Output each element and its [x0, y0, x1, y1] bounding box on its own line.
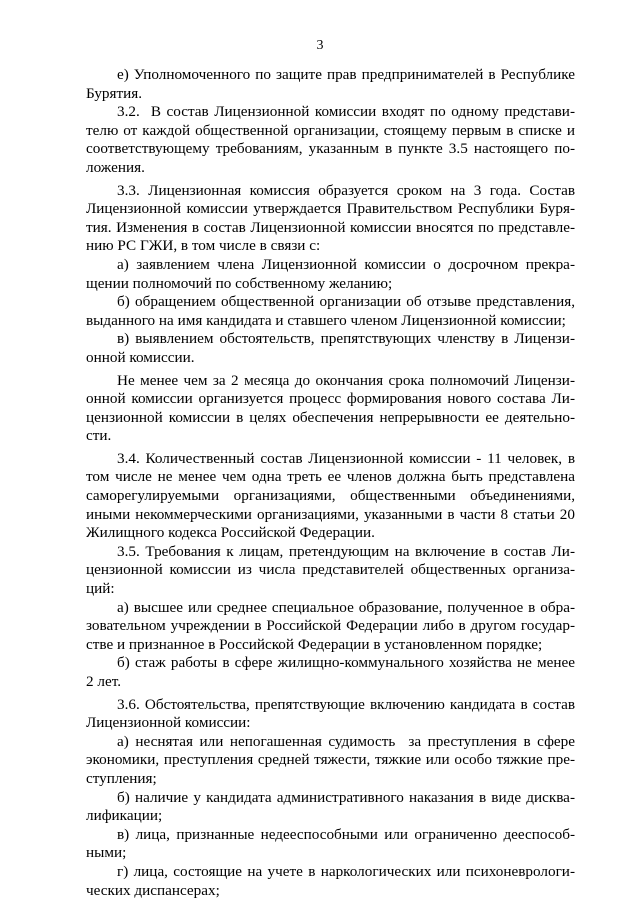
paragraph-3-6: 3.6. Обстоятельства, препятствующие включению кандидата в состав Лицензионной комиссии:	[86, 695, 575, 732]
paragraph-3-6-g: г) лица, состоящие на учете в наркологических или психоневрологических диспансерах;	[86, 862, 575, 899]
paragraph-3-4: 3.4. Количественный состав Лицензионной комиссии - 11 человек, в том числе не менее чем одна треть ее членов должна быть представлена саморегулируемыми организациями, общественными объединениями, иными некоммерческими организациями, указанными в части 8 статьи 20 Жилищного кодекса Российской Федерации.	[86, 449, 575, 542]
paragraph-3-3-term-renewal: Не менее чем за 2 месяца до окончания срока полномочий Лицензионной комиссии организуется процесс формирования нового состава Лицензионной комиссии в целях обеспечения непрерывности ее деятельности.	[86, 371, 575, 445]
paragraph-3-5-b: б) стаж работы в сфере жилищно-коммунального хозяйства не менее 2 лет.	[86, 654, 575, 690]
page-number: 3	[316, 38, 324, 53]
paragraph-item-e-ombudsman: е) Уполномоченного по защите прав предпринимателей в Республике Бурятия.	[86, 66, 575, 102]
paragraph-3-6-v: в) лица, признанные недееспособными или ограниченно дееспособными;	[86, 825, 575, 862]
paragraph-3-3-a: а) заявлением члена Лицензионной комиссии о досрочном прекращении полномочий по собственному желанию;	[86, 255, 575, 292]
paragraph-3-3-v: в) выявлением обстоятельств, препятствующих членству в Лицензионной комиссии.	[86, 330, 575, 366]
paragraph-3-3: 3.3. Лицензионная комиссия образуется сроком на 3 года. Состав Лицензионной комиссии утверждается Правительством Республики Бурятия. Изменения в состав Лицензионной комиссии вносятся по представлению РС ГЖИ, в том числе в связи с:	[86, 181, 575, 255]
paragraph-3-3-b: б) обращением общественной организации об отзыве представления, выданного на имя кандидата и ставшего членом Лицензионной комиссии;	[86, 293, 575, 329]
paragraph-3-5-a: а) высшее или среднее специальное образование, полученное в образовательном учреждении в Российской Федерации либо в другом государстве и признанное в Российской Федерации в установленном порядке;	[86, 598, 575, 653]
paragraph-3-6-a: а) неснятая или непогашенная судимость за преступления в сфере экономики, преступления средней тяжести, тяжкие или особо тяжкие преступления;	[86, 732, 575, 787]
paragraph-3-5: 3.5. Требования к лицам, претендующим на включение в состав Лицензионной комиссии из числа представителей общественных организаций:	[86, 542, 575, 598]
document-body	[86, 66, 575, 900]
paragraph-3-2: 3.2. В состав Лицензионной комиссии входят по одному представителю от каждой общественной организации, стоящему первым в списке и соответствующему требованиям, указанным в пункте 3.5 настоящего положения.	[86, 103, 575, 176]
paragraph-3-6-b: б) наличие у кандидата административного наказания в виде дисквалификации;	[86, 788, 575, 825]
